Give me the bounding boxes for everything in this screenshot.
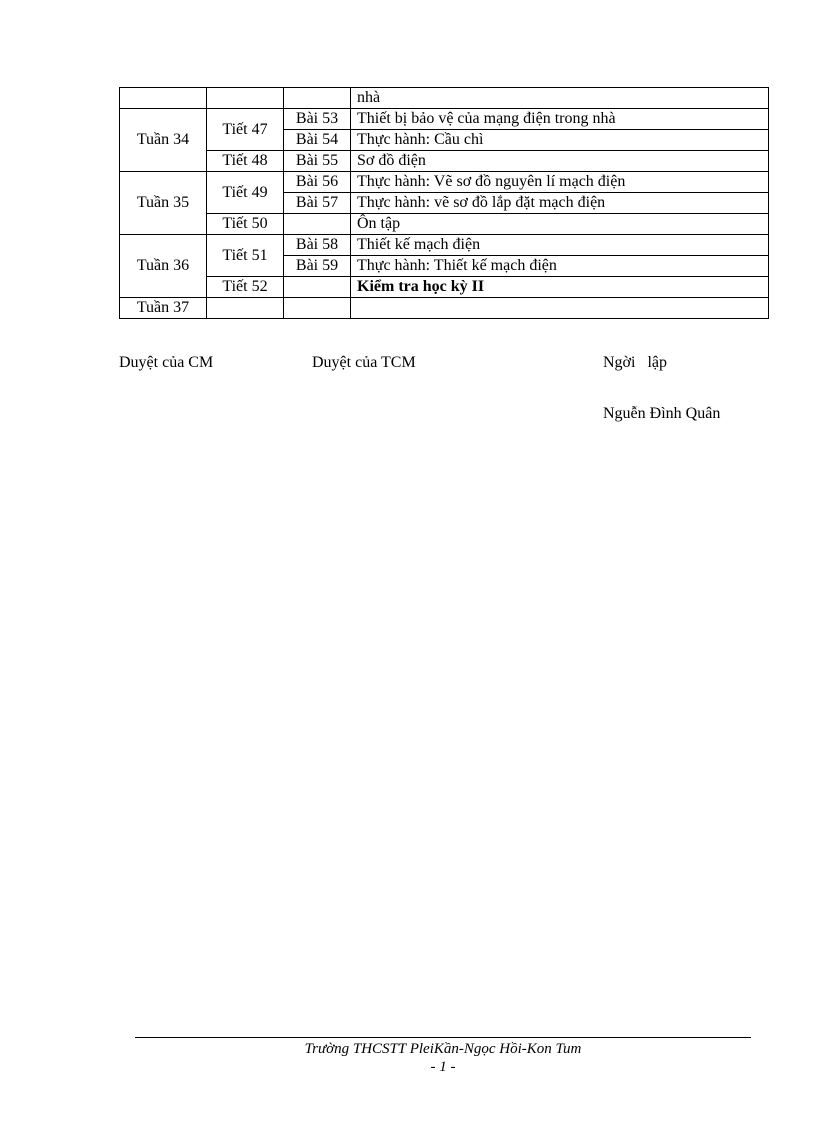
- lesson-title: nhà: [351, 88, 769, 109]
- table-row: [120, 88, 769, 109]
- lesson-cell: Bài 59: [284, 256, 351, 277]
- lesson-cell: Bài 56: [284, 172, 351, 193]
- period-cell: Tiết 48: [207, 151, 284, 172]
- lesson-cell: [284, 298, 351, 319]
- period-cell: Tiết 47: [207, 109, 284, 151]
- lesson-title: Thực hành: Cầu chì: [351, 130, 769, 151]
- lesson-cell: [284, 214, 351, 235]
- table-row: [120, 172, 769, 193]
- approval-cm: Duyệt của CM: [119, 354, 214, 371]
- week-cell: Tuần 35: [120, 172, 207, 235]
- week-cell: Tuần 37: [120, 298, 207, 319]
- lesson-cell: Bài 57: [284, 193, 351, 214]
- week-cell: Tuần 36: [120, 235, 207, 298]
- lesson-title: [351, 298, 769, 319]
- lesson-title: Thực hành: vẽ sơ đồ lắp đặt mạch điện: [351, 193, 769, 214]
- footer-school: Trường THCSTT PleiKần-Ngọc Hồi-Kon Tum: [304, 1041, 582, 1057]
- preparer-label: Ngời lập: [603, 354, 668, 371]
- lesson-title: Thiết kế mạch điện: [351, 235, 769, 256]
- lesson-cell: Bài 54: [284, 130, 351, 151]
- table-row: [120, 214, 769, 235]
- footer-divider: [135, 1037, 751, 1038]
- lesson-cell: Bài 53: [284, 109, 351, 130]
- approval-tcm: Duyệt của TCM: [312, 354, 416, 371]
- table-row: [120, 298, 769, 319]
- exam-title: Kiểm tra học kỳ II: [351, 277, 769, 298]
- lesson-cell: [284, 88, 351, 109]
- table-row: [120, 235, 769, 256]
- lesson-title: Thực hành: Vẽ sơ đồ nguyên lí mạch điện: [351, 172, 769, 193]
- period-cell: [207, 88, 284, 109]
- page-number: - 1 -: [430, 1059, 456, 1075]
- period-cell: Tiết 52: [207, 277, 284, 298]
- preparer-name: Nguễn Đình Quân: [603, 405, 721, 422]
- lesson-title: Sơ đồ điện: [351, 151, 769, 172]
- table-row: [120, 151, 769, 172]
- table-row: [120, 109, 769, 130]
- lesson-cell: Bài 58: [284, 235, 351, 256]
- table-row: [120, 277, 769, 298]
- lesson-title: Ôn tập: [351, 214, 769, 235]
- period-cell: Tiết 51: [207, 235, 284, 277]
- lesson-plan-table: [119, 87, 769, 319]
- lesson-title: Thiết bị bảo vệ của mạng điện trong nhà: [351, 109, 769, 130]
- lesson-cell: Bài 55: [284, 151, 351, 172]
- period-cell: [207, 298, 284, 319]
- week-cell: Tuần 34: [120, 109, 207, 172]
- lesson-cell: [284, 277, 351, 298]
- period-cell: Tiết 49: [207, 172, 284, 214]
- period-cell: Tiết 50: [207, 214, 284, 235]
- week-cell: [120, 88, 207, 109]
- lesson-title: Thực hành: Thiết kế mạch điện: [351, 256, 769, 277]
